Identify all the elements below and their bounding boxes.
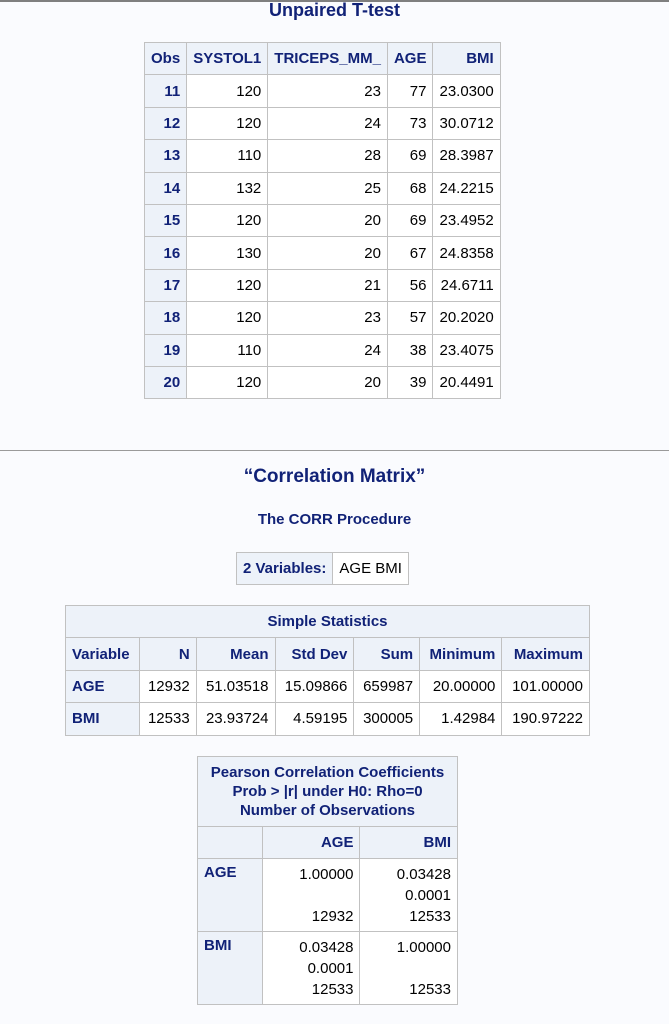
table-row bbox=[145, 75, 501, 107]
row-header: BMI bbox=[198, 932, 263, 1005]
column-header-sum: Sum bbox=[354, 638, 420, 670]
cell-line: 1.00000 bbox=[396, 939, 451, 956]
table-cell: 190.97222 bbox=[502, 703, 590, 735]
table-cell: 73 bbox=[387, 107, 433, 139]
column-header-minimum: Minimum bbox=[420, 638, 502, 670]
column-header-mean: Mean bbox=[196, 638, 275, 670]
column-header-systol1: SYSTOL1 bbox=[187, 43, 268, 75]
table-cell: 28.3987 bbox=[433, 140, 500, 172]
table-cell: 11 bbox=[145, 75, 187, 107]
table-cell: 12932 bbox=[139, 670, 196, 702]
table-cell: 30.0712 bbox=[433, 107, 500, 139]
table-cell: 14 bbox=[145, 172, 187, 204]
table-row bbox=[145, 204, 501, 236]
variables-table bbox=[236, 552, 409, 585]
pearson-caption-line1: Pearson Correlation Coefficients bbox=[210, 764, 445, 781]
table-cell: 23 bbox=[268, 302, 388, 334]
table-cell: 13 bbox=[145, 140, 187, 172]
table-cell: 57 bbox=[387, 302, 433, 334]
table-header-row bbox=[66, 638, 590, 670]
table-cell: 25 bbox=[268, 172, 388, 204]
cell-line: 0.0001 bbox=[307, 960, 354, 977]
table-cell: 12 bbox=[145, 107, 187, 139]
table-row bbox=[66, 703, 590, 735]
table-cell: 23.0300 bbox=[433, 75, 500, 107]
table-cell: 12533 bbox=[139, 703, 196, 735]
table-header-row bbox=[145, 43, 501, 75]
table-cell: 38 bbox=[387, 334, 433, 366]
table-cell: 20 bbox=[268, 237, 388, 269]
column-header-bmi: BMI bbox=[433, 43, 500, 75]
table-cell: 120 bbox=[187, 269, 268, 301]
table-cell: 24 bbox=[268, 107, 388, 139]
column-header-n: N bbox=[139, 638, 196, 670]
table-row bbox=[145, 269, 501, 301]
procedure-title: The CORR Procedure bbox=[257, 511, 412, 528]
table-cell: 67 bbox=[387, 237, 433, 269]
table-cell bbox=[263, 932, 360, 1005]
table-cell: 20 bbox=[268, 366, 388, 398]
data-listing-table bbox=[144, 42, 501, 399]
table-cell: 120 bbox=[187, 366, 268, 398]
simple-statistics-table bbox=[65, 605, 590, 736]
table-cell: 20.00000 bbox=[420, 670, 502, 702]
cell-line: 0.03428 bbox=[299, 939, 354, 956]
column-header-obs: Obs bbox=[145, 43, 187, 75]
column-header-variable: Variable bbox=[66, 638, 140, 670]
row-header: BMI bbox=[66, 703, 140, 735]
correlation-title: “Correlation Matrix” bbox=[243, 466, 426, 487]
pearson-correlation-table bbox=[197, 756, 458, 1005]
table-cell: 20 bbox=[268, 204, 388, 236]
cell-line: 0.0001 bbox=[405, 887, 451, 904]
column-header-triceps: TRICEPS_MM_ bbox=[268, 43, 388, 75]
table-cell: 23.93724 bbox=[196, 703, 275, 735]
table-row bbox=[66, 670, 590, 702]
table-cell: 20.2020 bbox=[433, 302, 500, 334]
table-cell: 21 bbox=[268, 269, 388, 301]
table-row bbox=[145, 107, 501, 139]
table-cell: 69 bbox=[387, 204, 433, 236]
table-cell bbox=[360, 932, 458, 1005]
table-cell: 1.42984 bbox=[420, 703, 502, 735]
table-cell: 23.4952 bbox=[433, 204, 500, 236]
column-header-maximum: Maximum bbox=[502, 638, 590, 670]
column-header-bmi: BMI bbox=[360, 827, 458, 859]
table-cell: 24.6711 bbox=[433, 269, 500, 301]
table-cell: 68 bbox=[387, 172, 433, 204]
table-cell: 659987 bbox=[354, 670, 420, 702]
table-cell: 24.8358 bbox=[433, 237, 500, 269]
table-cell bbox=[360, 859, 458, 932]
table-row bbox=[145, 237, 501, 269]
table-cell: 39 bbox=[387, 366, 433, 398]
table-cell bbox=[263, 859, 360, 932]
table-row bbox=[145, 366, 501, 398]
table-cell: 24 bbox=[268, 334, 388, 366]
table-cell: 23.4075 bbox=[433, 334, 500, 366]
row-header: AGE bbox=[66, 670, 140, 702]
table-cell: 20.4491 bbox=[433, 366, 500, 398]
section-divider bbox=[0, 450, 669, 451]
variables-label: 2 Variables: bbox=[237, 553, 333, 585]
table-cell: 101.00000 bbox=[502, 670, 590, 702]
cell-line: 0.03428 bbox=[396, 866, 451, 883]
table-cell: 300005 bbox=[354, 703, 420, 735]
table-cell: 120 bbox=[187, 204, 268, 236]
table-cell: 51.03518 bbox=[196, 670, 275, 702]
table-row bbox=[198, 932, 458, 1005]
table-cell: 19 bbox=[145, 334, 187, 366]
table-cell: 120 bbox=[187, 75, 268, 107]
cell-line: 12932 bbox=[311, 908, 354, 925]
variables-value: AGE BMI bbox=[333, 553, 409, 585]
table-row bbox=[145, 334, 501, 366]
simple-statistics-caption: Simple Statistics bbox=[66, 606, 590, 638]
column-header-age: AGE bbox=[387, 43, 433, 75]
table-cell: 4.59195 bbox=[275, 703, 354, 735]
table-cell: 24.2215 bbox=[433, 172, 500, 204]
listing-title: Unpaired T-test bbox=[268, 0, 401, 20]
table-cell: 120 bbox=[187, 107, 268, 139]
pearson-caption bbox=[198, 757, 458, 827]
pearson-caption-line2: Prob > |r| under H0: Rho=0 bbox=[232, 783, 423, 800]
table-cell: 20 bbox=[145, 366, 187, 398]
cell-line bbox=[269, 885, 353, 906]
column-header-stddev: Std Dev bbox=[275, 638, 354, 670]
row-header: AGE bbox=[198, 859, 263, 932]
column-header-age: AGE bbox=[263, 827, 360, 859]
table-cell: 110 bbox=[187, 140, 268, 172]
table-cell: 23 bbox=[268, 75, 388, 107]
table-cell: 28 bbox=[268, 140, 388, 172]
table-cell: 132 bbox=[187, 172, 268, 204]
cell-line: 12533 bbox=[409, 981, 451, 998]
table-cell: 56 bbox=[387, 269, 433, 301]
cell-line: 12533 bbox=[409, 908, 451, 925]
pearson-corner bbox=[198, 827, 263, 859]
table-row bbox=[145, 172, 501, 204]
table-row bbox=[145, 302, 501, 334]
cell-line: 1.00000 bbox=[299, 866, 354, 883]
table-cell: 69 bbox=[387, 140, 433, 172]
table-cell: 15.09866 bbox=[275, 670, 354, 702]
table-cell: 16 bbox=[145, 237, 187, 269]
pearson-caption-line3: Number of Observations bbox=[239, 802, 416, 819]
table-cell: 110 bbox=[187, 334, 268, 366]
table-row bbox=[198, 859, 458, 932]
table-row bbox=[145, 140, 501, 172]
table-cell: 130 bbox=[187, 237, 268, 269]
cell-line bbox=[366, 958, 451, 979]
table-cell: 18 bbox=[145, 302, 187, 334]
table-cell: 15 bbox=[145, 204, 187, 236]
table-cell: 17 bbox=[145, 269, 187, 301]
table-header-row bbox=[198, 827, 458, 859]
table-cell: 120 bbox=[187, 302, 268, 334]
cell-line: 12533 bbox=[311, 981, 354, 998]
table-cell: 77 bbox=[387, 75, 433, 107]
